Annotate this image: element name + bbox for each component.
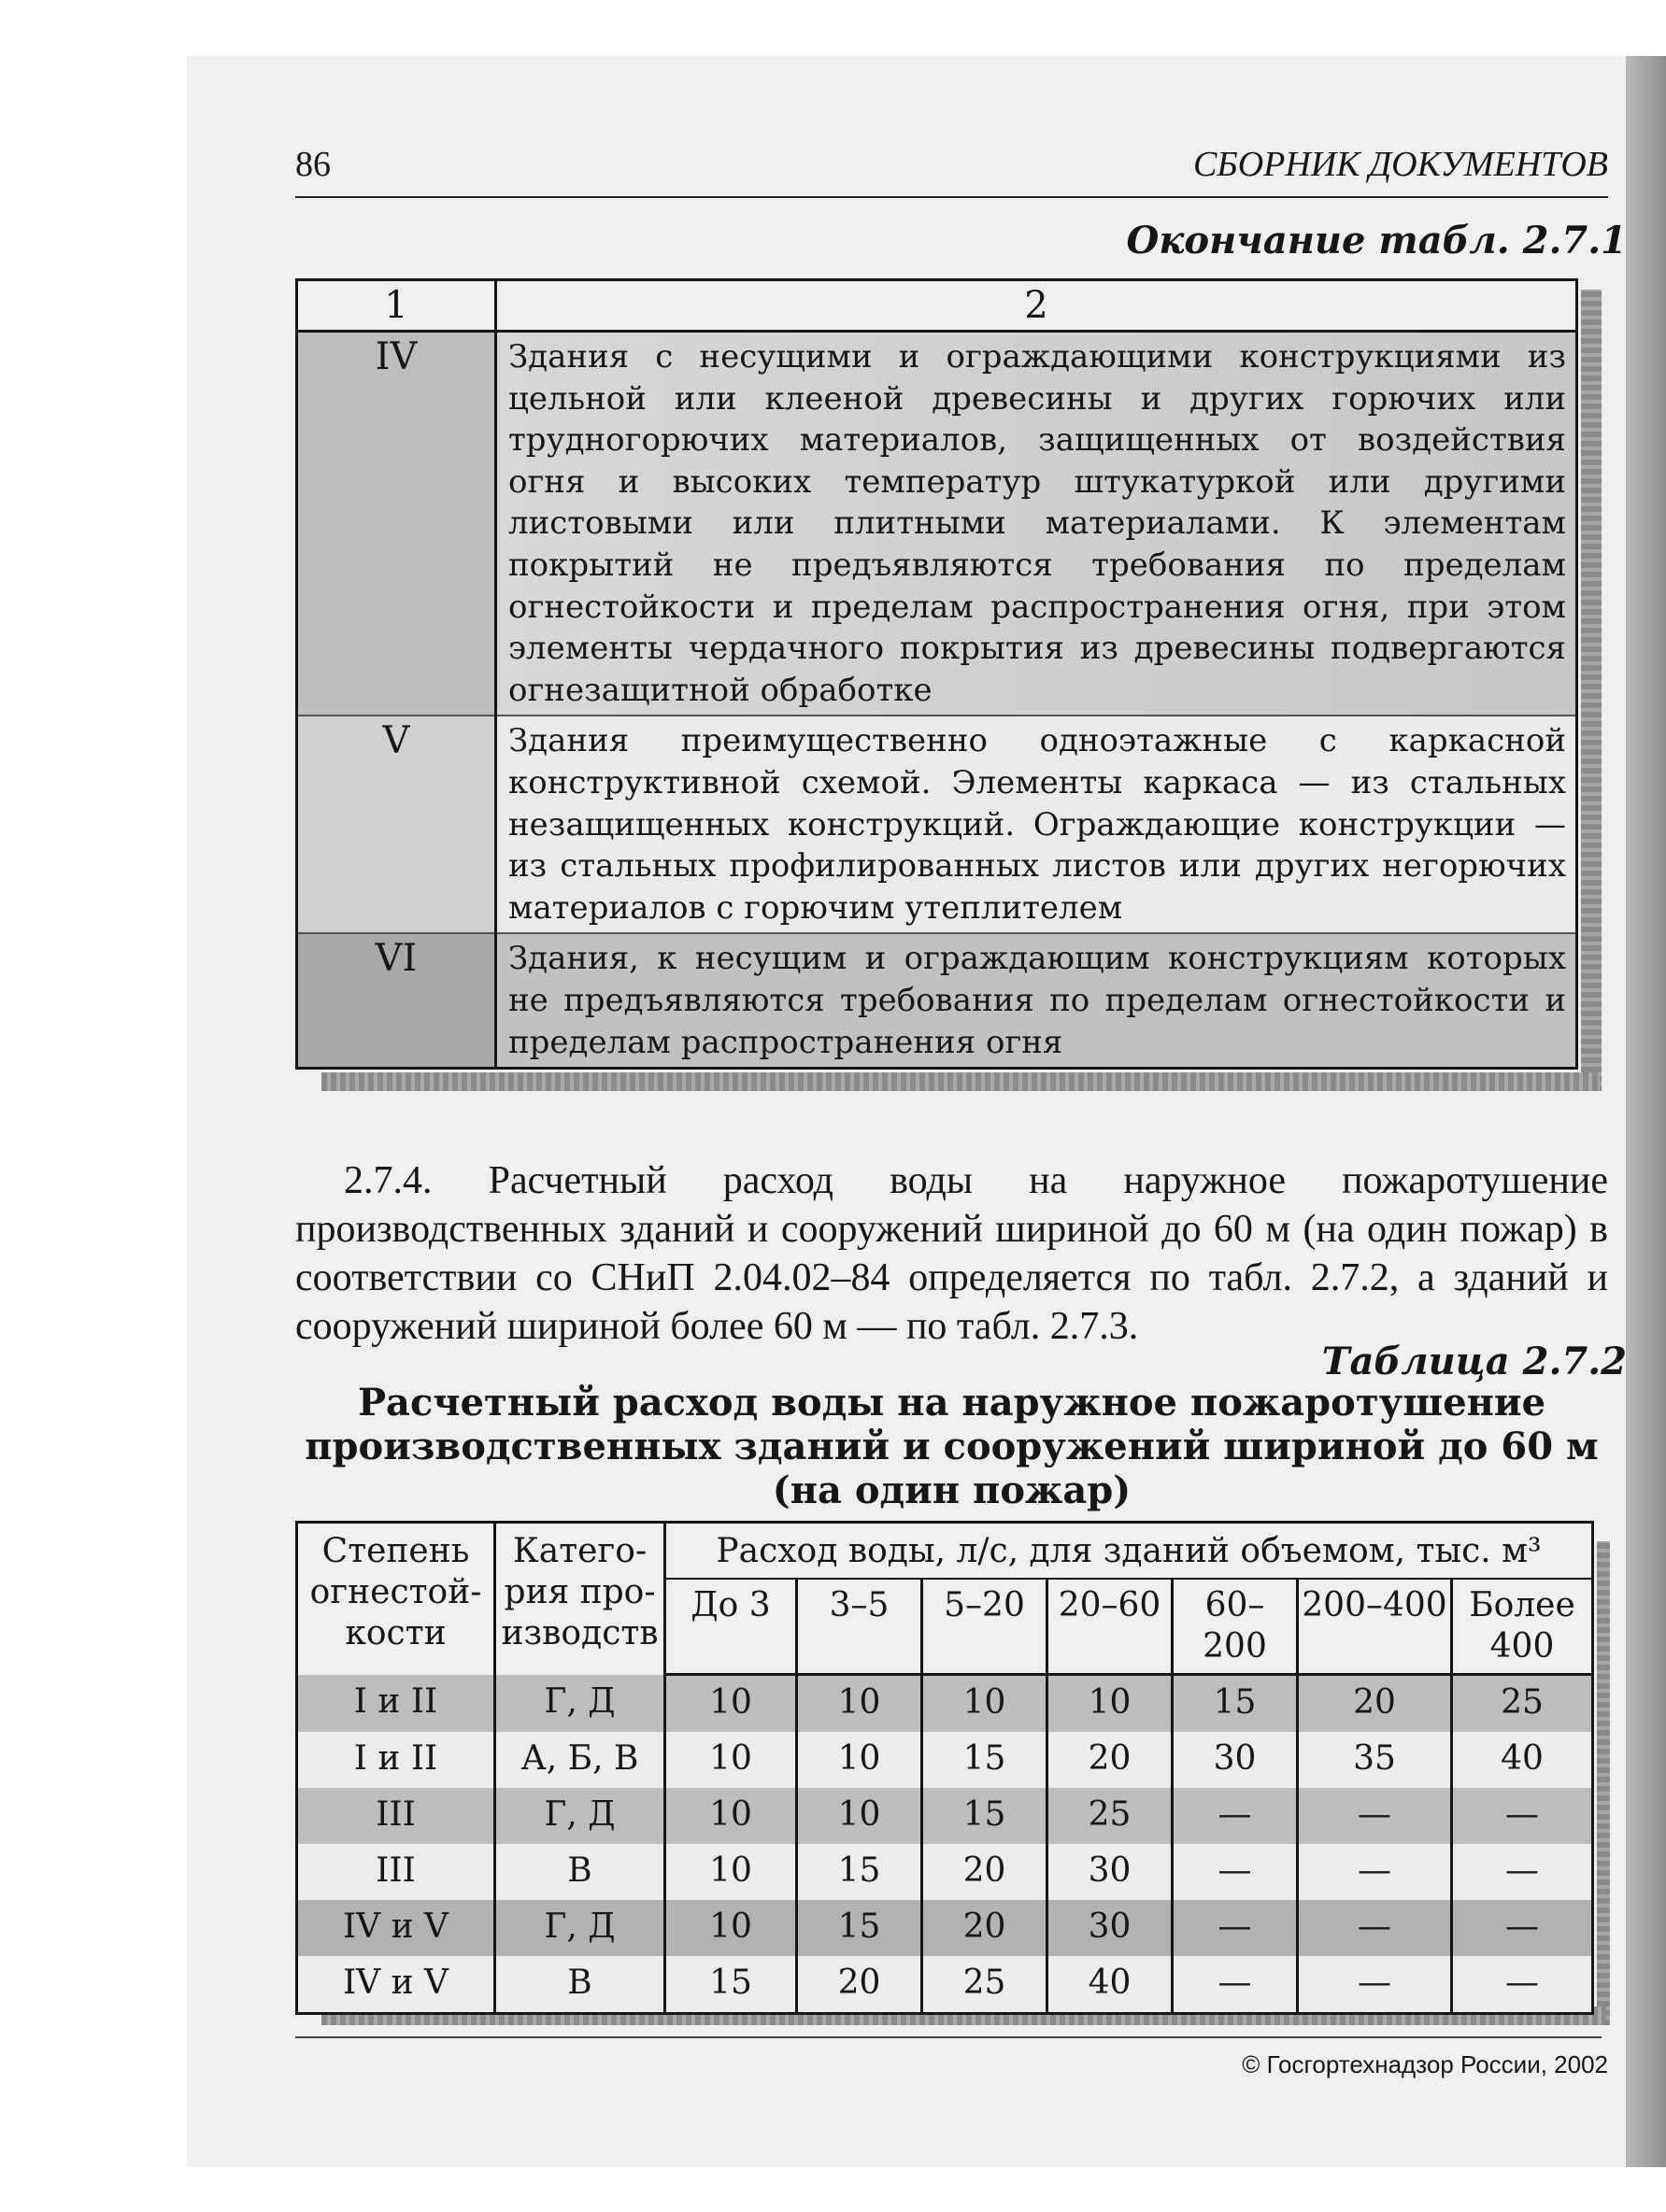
grade-description: Здания с несущими и ограждающими конструкциями из цельной или клееной древесины и других горючих или трудногорючих материалов, защищенных от воздействия огня и высоких температур штукатуркой или другими листовыми или плитными материалами. К элементам покрытий не предъявляются требования по пределам огнестойкости и пределам распространения огня, при этом элементы чердачного покрытия из древесины подвергаются огнезащитной обработке [496, 332, 1577, 716]
category-cell: Г, Д [495, 1788, 665, 1844]
value-cell: 20 [922, 1844, 1047, 1900]
table-row [297, 1732, 1593, 1788]
value-cell: — [1298, 1956, 1452, 2014]
fire-resistance-table [295, 278, 1578, 1070]
degree-cell: IV и V [297, 1956, 495, 2014]
volume-header: 20–60 [1047, 1579, 1173, 1675]
table-2-title: Расчетный расход воды на наружное пожаротушение производственных зданий и сооружений шириной до 60 м (на один пожар) [305, 1381, 1599, 1512]
table-row [297, 716, 1577, 933]
degree-cell: IV и V [297, 1900, 495, 1956]
table-1-shadow [321, 1072, 1600, 1091]
category-cell: В [495, 1956, 665, 2014]
copyright-notice: © Госгортехнадзор России, 2002 [1242, 2050, 1608, 2078]
table-2-side-shadow [1597, 1541, 1610, 2025]
volume-header: Более 400 [1452, 1579, 1593, 1675]
page-header [295, 140, 1608, 198]
value-cell: 30 [1173, 1732, 1298, 1788]
volume-header: 200–400 [1298, 1579, 1452, 1675]
value-cell: — [1173, 1844, 1298, 1900]
table-1-side-shadow [1581, 290, 1602, 1091]
table-header-row [297, 1523, 1593, 1580]
degree-cell: I и II [297, 1675, 495, 1733]
value-cell: 25 [922, 1956, 1047, 2014]
column-header-fire-resistance: Степень огнестой-кости [297, 1523, 495, 1675]
value-cell: 15 [922, 1732, 1047, 1788]
value-cell: — [1173, 1900, 1298, 1956]
table-row [297, 1788, 1593, 1844]
value-cell: 10 [797, 1732, 922, 1788]
value-cell: — [1173, 1956, 1298, 2014]
fire-resistance-grade: V [297, 716, 496, 933]
degree-cell: III [297, 1844, 495, 1900]
value-cell: 30 [1047, 1900, 1173, 1956]
body-paragraph: 2.7.4. Расчетный расход воды на наружное пожаротушение производственных зданий и сооружений шириной до 60 м (на один пожар) в соответствии со СНиП 2.04.02–84 определяется по табл. 2.7.2, а зданий и сооружений шириной более 60 м — по табл. 2.7.3. [295, 1159, 1608, 1348]
column-header-flow: Расход воды, л/с, для зданий объемом, тыс. м³ [665, 1523, 1593, 1580]
column-header-category: Катего-рия про-изводств [495, 1523, 665, 1675]
value-cell: 30 [1047, 1844, 1173, 1900]
table-row [297, 933, 1577, 1068]
value-cell: 10 [665, 1675, 797, 1733]
table-row [297, 1900, 1593, 1956]
value-cell: — [1452, 1844, 1593, 1900]
value-cell: 20 [922, 1900, 1047, 1956]
category-cell: В [495, 1844, 665, 1900]
value-cell: 20 [797, 1956, 922, 2014]
table-row [297, 332, 1577, 716]
value-cell: — [1452, 1956, 1593, 2014]
value-cell: 10 [665, 1900, 797, 1956]
value-cell: — [1452, 1788, 1593, 1844]
table-row [297, 1956, 1593, 2014]
running-title: СБОРНИК ДОКУМЕНТОВ [1192, 145, 1608, 184]
value-cell: 20 [1047, 1732, 1173, 1788]
value-cell: 20 [1298, 1675, 1452, 1733]
category-cell: Г, Д [495, 1900, 665, 1956]
value-cell: 35 [1298, 1732, 1452, 1788]
degree-cell: I и II [297, 1732, 495, 1788]
value-cell: — [1173, 1788, 1298, 1844]
grade-description: Здания, к несущим и ограждающим конструкциям которых не предъявляются требования по пределам огнестойкости и пределам распространения огня [496, 933, 1577, 1068]
column-header: 2 [496, 280, 1577, 332]
value-cell: 15 [797, 1844, 922, 1900]
table-row [297, 1844, 1593, 1900]
table-row [297, 1675, 1593, 1733]
table-header-row [297, 280, 1577, 332]
value-cell: 10 [665, 1844, 797, 1900]
value-cell: 40 [1452, 1732, 1593, 1788]
water-flow-table [295, 1521, 1594, 2015]
table-1-caption: Окончание табл. 2.7.1 [1126, 219, 1627, 262]
fire-resistance-grade: IV [297, 332, 496, 716]
value-cell: — [1298, 1844, 1452, 1900]
category-cell: А, Б, В [495, 1732, 665, 1788]
value-cell: — [1298, 1900, 1452, 1956]
value-cell: 15 [797, 1900, 922, 1956]
degree-cell: III [297, 1788, 495, 1844]
table-2-caption: Таблица 2.7.2 [1321, 1340, 1627, 1383]
footer-rule [295, 2036, 1602, 2038]
value-cell: 10 [665, 1732, 797, 1788]
value-cell: 10 [797, 1675, 922, 1733]
page-number: 86 [295, 145, 331, 184]
volume-header: 5–20 [922, 1579, 1047, 1675]
value-cell: 25 [1047, 1788, 1173, 1844]
value-cell: — [1452, 1900, 1593, 1956]
value-cell: 15 [1173, 1675, 1298, 1733]
grade-description: Здания преимущественно одноэтажные с каркасной конструктивной схемой. Элементы каркаса — из стальных незащищенных конструкций. Ограждающие конструкции — из стальных профилированных листов или других негорючих материалов с горючим утеплителем [496, 716, 1577, 933]
volume-header: 60–200 [1173, 1579, 1298, 1675]
value-cell: — [1298, 1788, 1452, 1844]
value-cell: 25 [1452, 1675, 1593, 1733]
fire-resistance-grade: VI [297, 933, 496, 1068]
value-cell: 10 [797, 1788, 922, 1844]
value-cell: 10 [1047, 1675, 1173, 1733]
category-cell: Г, Д [495, 1675, 665, 1733]
value-cell: 10 [665, 1788, 797, 1844]
volume-header: 3–5 [797, 1579, 922, 1675]
value-cell: 15 [665, 1956, 797, 2014]
value-cell: 15 [922, 1788, 1047, 1844]
volume-header: До 3 [665, 1579, 797, 1675]
value-cell: 40 [1047, 1956, 1173, 2014]
column-header: 1 [297, 280, 496, 332]
page-edge-shadow [1626, 56, 1666, 2167]
value-cell: 10 [922, 1675, 1047, 1733]
